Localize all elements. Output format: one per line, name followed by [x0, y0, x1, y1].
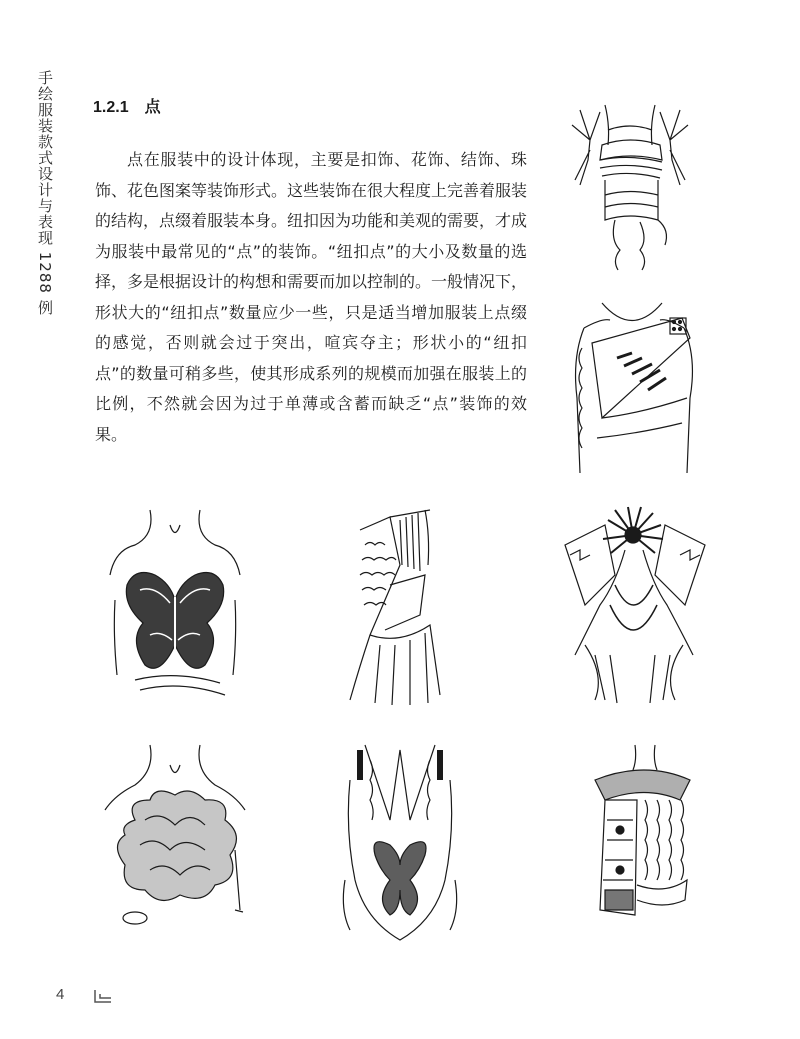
ruffle-rosette-top-sketch: [95, 740, 255, 945]
diagonal-sash-dress-sketch: [562, 298, 707, 488]
scale-pattern-gown-sketch: [330, 505, 460, 710]
page-number: 4: [56, 986, 65, 1003]
section-title: 点: [144, 99, 161, 116]
butterfly-bustier-sketch: [95, 505, 255, 705]
ribbon-bow-top-sketch: [560, 100, 700, 275]
butterfly-back-dress-sketch: [330, 740, 470, 945]
section-paragraph: 点在服装中的设计体现，主要是扣饰、花饰、结饰、珠饰、花色图案等装饰形式。这些装饰在很大程度上完善着服装的结构，点缀着服装本身。纽扣因为功能和美观的需要，才成为服装中最常见的“点”的装饰。“纽扣点”的大小及数量的选择，多是根据设计的构想和需要而加以控制的。一般情况下，形状大的“纽扣点”数量应少一些，只是适当增加服装上点缀的感觉，否则就会过于突出，喧宾夺主；形状小的“纽扣点”的数量可稍多些，使其形成系列的规模而加强在服装上的比例，不然就会因为过于单薄或含蓄而缺乏“点”装饰的效果。: [95, 150, 528, 444]
section-number: 1.2.1: [93, 99, 129, 116]
footer-mark-icon: [93, 989, 113, 1003]
chrysanthemum-collar-sketch: [555, 505, 715, 705]
book-title-vertical: 手绘服装款式设计与表现 1288 例: [36, 70, 54, 316]
section-heading: [93, 94, 161, 117]
patterned-scarf-top-sketch: [575, 740, 705, 940]
